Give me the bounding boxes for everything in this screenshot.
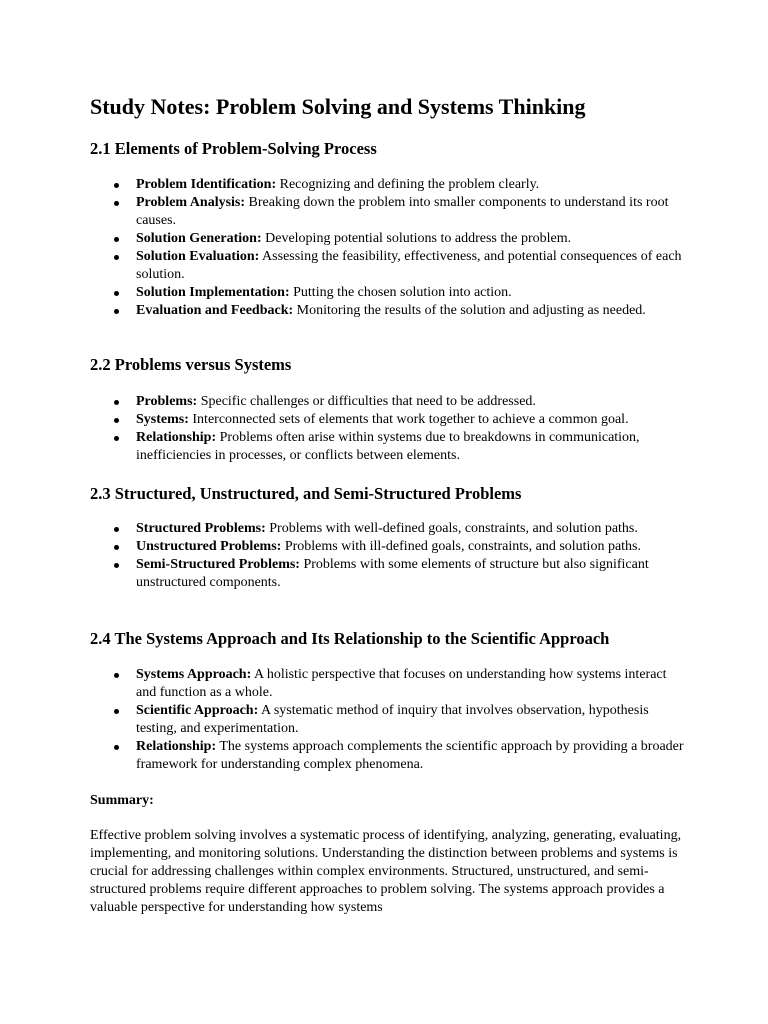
item-term: Problem Identification: [136,177,277,192]
bullet-icon [114,255,119,260]
bullet-icon [114,745,119,750]
item-term: Problems: [136,394,198,409]
list-item [90,176,690,194]
item-text: A holistic perspective that focuses on understanding how systems interact and function as a whole. [136,667,667,700]
list-item [90,429,690,465]
section-heading-2-1: 2.1 Elements of Problem-Solving Process [90,139,377,158]
item-text: Assessing the feasibility, effectiveness, and potential consequences of each solution. [136,249,682,282]
item-text: A systematic method of inquiry that involves observation, hypothesis testing, and experimentation. [136,703,649,736]
section-list-2-3 [90,520,690,592]
item-term: Relationship: [136,739,217,754]
item-term: Relationship: [136,430,217,445]
bullet-icon [114,309,119,314]
list-item [90,411,690,429]
item-text: Monitoring the results of the solution and adjusting as needed. [293,303,646,318]
section-list-2-2 [90,393,690,465]
bullet-icon [114,545,119,550]
bullet-icon [114,201,119,206]
section-list-2-4 [90,666,690,774]
item-text: Problems with some elements of structure but also significant unstructured components. [136,557,649,590]
list-item [90,393,690,411]
list-item [90,738,690,774]
item-term: Solution Generation: [136,231,262,246]
list-item [90,248,690,284]
item-text: Problems with ill-defined goals, constraints, and solution paths. [281,539,641,554]
item-term: Scientific Approach: [136,703,259,718]
item-term: Unstructured Problems: [136,539,282,554]
list-item [90,230,690,248]
bullet-icon [114,563,119,568]
item-term: Solution Implementation: [136,285,290,300]
item-text: The systems approach complements the scientific approach by providing a broader framework for understanding complex phenomena. [136,739,684,772]
item-term: Semi-Structured Problems: [136,557,300,572]
bullet-icon [114,237,119,242]
bullet-icon [114,436,119,441]
item-text: Recognizing and defining the problem clearly. [276,177,540,192]
summary-paragraph: Effective problem solving involves a systematic process of identifying, analyzing, generating, evaluating, implementing, and monitoring solutions. Understanding the distinction between problems and systems is crucial for addressing challenges within complex environments. Structured, unstructured, and semi-structured problems require different approaches to problem solving. The systems approach provides a valuable perspective for understanding how systems [90,828,682,915]
section-heading-2-4: 2.4 The Systems Approach and Its Relationship to the Scientific Approach [90,629,610,648]
list-item [90,666,690,702]
bullet-icon [114,527,119,532]
item-text: Putting the chosen solution into action. [289,285,512,300]
list-item [90,194,690,230]
bullet-icon [114,183,119,188]
bullet-icon [114,418,119,423]
item-text: Developing potential solutions to address the problem. [261,231,572,246]
section-list-2-1 [90,176,690,320]
item-text: Breaking down the problem into smaller components to understand its root causes. [136,195,669,228]
bullet-icon [114,709,119,714]
item-text: Interconnected sets of elements that work together to achieve a common goal. [188,412,629,427]
page-title: Study Notes: Problem Solving and Systems Thinking [90,94,586,119]
bullet-icon [114,400,119,405]
section-heading-2-3: 2.3 Structured, Unstructured, and Semi-Structured Problems [90,484,522,503]
list-item [90,520,690,538]
list-item [90,556,690,592]
bullet-icon [114,673,119,678]
list-item [90,284,690,302]
item-term: Problem Analysis: [136,195,246,210]
item-term: Structured Problems: [136,521,266,536]
summary-label: Summary: [90,793,154,808]
section-heading-2-2: 2.2 Problems versus Systems [90,355,292,374]
item-term: Systems: [136,412,189,427]
bullet-icon [114,291,119,296]
item-text: Specific challenges or difficulties that need to be addressed. [197,394,536,409]
list-item [90,702,690,738]
item-term: Systems Approach: [136,667,252,682]
item-text: Problems often arise within systems due to breakdowns in communication, inefficiencies in processes, or conflicts between elements. [136,430,640,463]
item-term: Solution Evaluation: [136,249,260,264]
item-term: Evaluation and Feedback: [136,303,294,318]
item-text: Problems with well-defined goals, constraints, and solution paths. [265,521,638,536]
list-item [90,538,690,556]
list-item [90,302,690,320]
